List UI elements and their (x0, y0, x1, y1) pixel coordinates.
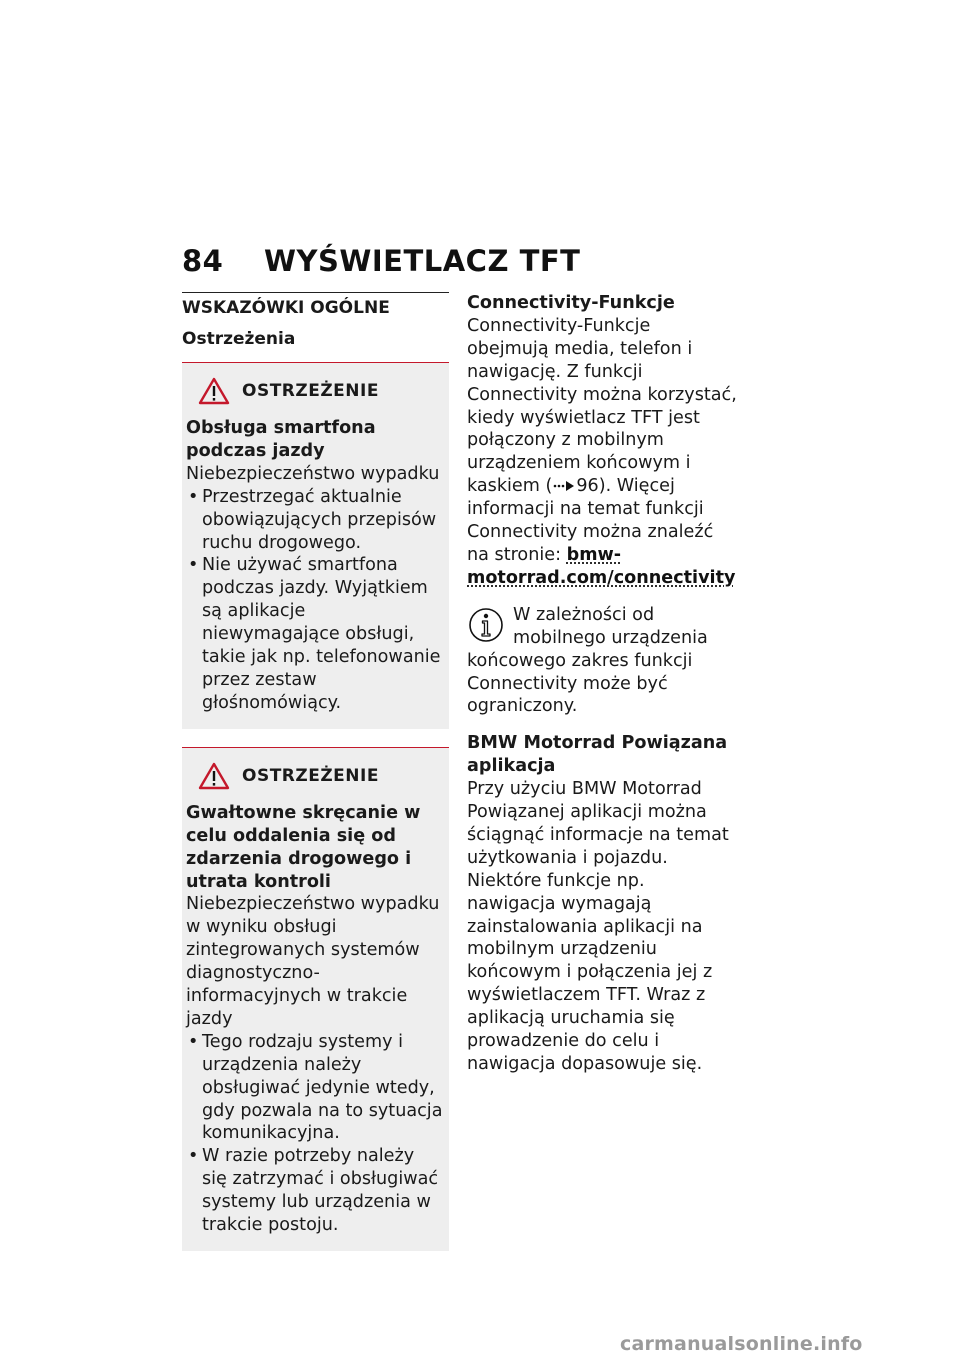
warning-title: Gwałtowne skręcanie w celu oddalenia się od zdarzenia drogowego i utrata kontroli (186, 802, 421, 892)
section-title: WSKAZÓWKI OGÓLNE (182, 292, 449, 319)
chapter-title: WYŚWIETLACZ TFT (264, 244, 581, 278)
warning-triangle-icon (198, 762, 230, 790)
warning-header (186, 762, 443, 790)
warning-hazard: Niebezpieczeństwo wypadku w wyniku obsługi zintegrowanych systemów diagnostyczno-informacyjnych w trakcie jazdy (186, 894, 440, 1029)
page-reference-arrow-icon (552, 480, 576, 492)
connectivity-paragraph (467, 315, 737, 590)
connectivity-text-1: Connectivity-Funkcje obejmują media, telefon i nawigację. Z funkcji Connectivity można korzystać, kiedy wyświetlacz TFT jest połączony z mobilnym urządzeniem końcowym i kaskiem ( (467, 315, 737, 497)
warning-label: OSTRZEŻENIE (242, 381, 379, 401)
page-number: 84 (182, 244, 224, 278)
info-note (467, 604, 737, 719)
warning-header (186, 377, 443, 405)
subsection-title: Ostrzeżenia (182, 329, 296, 349)
page-header (182, 244, 580, 278)
left-column (182, 292, 449, 1251)
connectivity-title: Connectivity-Funkcje (467, 293, 675, 313)
app-title: BMW Motorrad Powiązana aplikacja (467, 733, 728, 777)
list-item: • Nie używać smartfona podczas jazdy. Wyjątkiem są aplikacje niewymagające obsługi, takie jak np. telefonowanie przez zestaw głośnomówiący. (186, 554, 443, 714)
warning-hazard: Niebezpieczeństwo wypadku (186, 463, 440, 484)
warning-bullets (186, 1031, 443, 1237)
warning-bullets (186, 486, 443, 715)
app-text: Przy użyciu BMW Motorrad Powiązanej aplikacji można ściągnąć informacje na temat użytkowania i pojazdu. Niektóre funkcje np. nawigacja wymagają zainstalowania aplikacji na mobilnym urządzeniu końcowym i połączenia jej z wyświetlaczem TFT. Wraz z aplikacją uruchamia się prowadzenie do celu i nawigacja dopasowuje się. (467, 779, 729, 1074)
right-column (467, 292, 737, 1076)
connectivity-text-2: ). Więcej informacji na temat funkcji Connectivity można znaleźć na stronie: (467, 476, 714, 565)
info-icon (467, 604, 505, 646)
watermark: carmanualsonline.info (620, 1333, 863, 1355)
list-item: • W razie potrzeby należy się zatrzymać i obsługiwać systemy lub urządzenia w trakcie postoju. (186, 1145, 443, 1237)
connectivity-link[interactable]: bmw-motorrad.com/connectivity (467, 544, 736, 588)
list-item: • Przestrzegać aktualnie obowiązujących przepisów ruchu drogowego. (186, 486, 443, 555)
info-text: W zależności od mobilnego urządzenia końcowego zakres funkcji Connectivity może być ograniczony. (467, 604, 708, 717)
warning-label: OSTRZEŻENIE (242, 765, 379, 786)
warning-triangle-icon (198, 377, 230, 405)
warning-title: Obsługa smartfona podczas jazdy (186, 418, 376, 461)
warning-box-smartphone (182, 362, 449, 729)
warning-box-steering (182, 747, 449, 1251)
list-item: • Tego rodzaju systemy i urządzenia należy obsługiwać jedynie wtedy, gdy pozwala na to sytuacja komunikacyjna. (186, 1031, 443, 1146)
connectivity-page-ref[interactable]: 96 (576, 476, 599, 497)
